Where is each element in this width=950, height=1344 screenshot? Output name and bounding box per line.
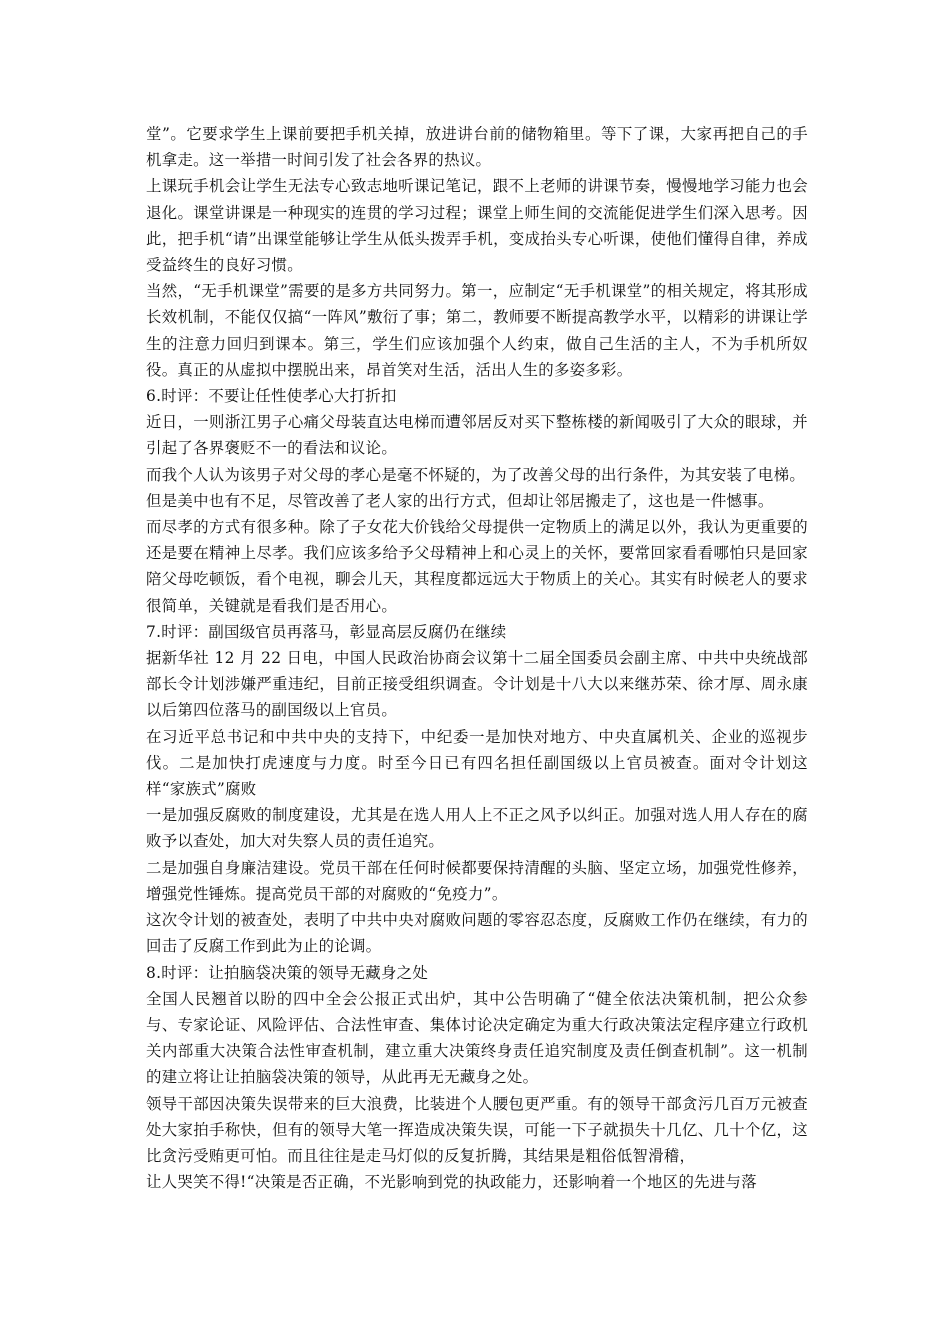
- paragraph: 一是加强反腐败的制度建设，尤其是在选人用人上不正之风予以纠正。加强对选人用人存在的腐败予以查处，加大对失察人员的责任追究。: [146, 806, 808, 851]
- paragraph: 堂”。它要求学生上课前要把手机关掉，放进讲台前的储物箱里。等下了课，大家再把自己的手机拿走。这一举措一时间引发了社会各界的热议。: [146, 125, 808, 170]
- paragraph: 但是美中也有不足，尽管改善了老人家的出行方式，但却让邻居搬走了，这也是一件憾事。: [146, 491, 774, 510]
- paragraph: 领导干部因决策失误带来的巨大浪费，比装进个人腰包更严重。有的领导干部贪污几百万元被查处大家拍手称快，但有的领导大笔一挥造成决策失误，可能一下子就损失十几亿、几十个亿，这比贪污受贿更可怕。而且往往是走马灯似的反复折腾，其结果是粗俗低智滑稽，: [146, 1094, 808, 1165]
- document-page: [146, 121, 808, 1195]
- paragraph: 二是加强自身廉洁建设。党员干部在任何时候都要保持清醒的头脑、坚定立场，加强党性修养，增强党性锤炼。提高党员干部的对腐败的“免疫力”。: [146, 858, 808, 903]
- paragraph: 这次令计划的被查处，表明了中共中央对腐败问题的零容忍态度，反腐败工作仍在继续，有力的回击了反腐工作到此为止的论调。: [146, 911, 808, 956]
- section-heading: 7.时评：副国级官员再落马，彰显高层反腐仍在继续: [146, 622, 507, 641]
- paragraph: 而我个人认为该男子对父母的孝心是毫不怀疑的，为了改善父母的出行条件，为其安装了电梯。: [146, 465, 806, 484]
- paragraph: 近日，一则浙江男子心痛父母装直达电梯而遭邻居反对买下整栋楼的新闻吸引了大众的眼球，并引起了各界褒贬不一的看法和议论。: [146, 413, 808, 458]
- paragraph: 在习近平总书记和中共中央的支持下，中纪委一是加快对地方、中央直属机关、企业的巡视步伐。二是加快打虎速度与力度。时至今日已有四名担任副国级以上官员被查。面对令计划这样“家族式”腐败: [146, 727, 808, 799]
- paragraph: 而尽孝的方式有很多种。除了子女花大价钱给父母提供一定物质上的满足以外，我认为更重要的还是要在精神上尽孝。我们应该多给予父母精神上和心灵上的关怀，要常回家看看哪怕只是回家陪父母吃顿饭，看个电视，聊会儿天，其程度都远远大于物质上的关心。其实有时候老人的要求很简单，关键就是看我们是否用心。: [146, 518, 808, 615]
- paragraph: 让人哭笑不得!“决策是否正确，不光影响到党的执政能力，还影响着一个地区的先进与落: [146, 1173, 757, 1192]
- paragraph: 全国人民翘首以盼的四中全会公报正式出炉，其中公告明确了“健全依法决策机制，把公众参与、专家论证、风险评估、合法性审查、集体讨论决定确定为重大行政决策法定程序建立行政机关内部重大决策合法性审查机制，建立重大决策终身责任追究制度及责任倒查机制”。这一机制的建立将让让拍脑袋决策的领导，从此再无无藏身之处。: [146, 989, 808, 1087]
- paragraph: 上课玩手机会让学生无法专心致志地听课记笔记，跟不上老师的讲课节奏，慢慢地学习能力也会退化。课堂讲课是一种现实的连贯的学习过程；课堂上师生间的交流能促进学生们深入思考。因此，把手机“请”出课堂能够让学生从低头拨弄手机，变成抬头专心听课，使他们懂得自律，养成受益终生的良好习惯。: [146, 177, 808, 275]
- paragraph: 当然，“无手机课堂”需要的是多方共同努力。第一，应制定“无手机课堂”的相关规定，将其形成长效机制，不能仅仅搞“一阵风”敷衍了事；第二，教师要不断提高教学水平，以精彩的讲课让学生的注意力回归到课本。第三，学生们应该加强个人约束，做自己生活的主人，不为手机所奴役。真正的从虚拟中摆脱出来，昂首笑对生活，活出人生的多姿多彩。: [146, 282, 808, 379]
- section-heading: 8.时评：让拍脑袋决策的领导无藏身之处: [146, 963, 429, 982]
- section-heading: 6.时评：不要让任性使孝心大打折扣: [146, 387, 397, 406]
- paragraph: 据新华社 12 月 22 日电，中国人民政治协商会议第十二届全国委员会副主席、中共中央统战部部长令计划涉嫌严重违纪，目前正接受组织调查。令计划是十八大以来继苏荣、徐才厚、周永康以后第四位落马的副国级以上官员。: [146, 649, 808, 720]
